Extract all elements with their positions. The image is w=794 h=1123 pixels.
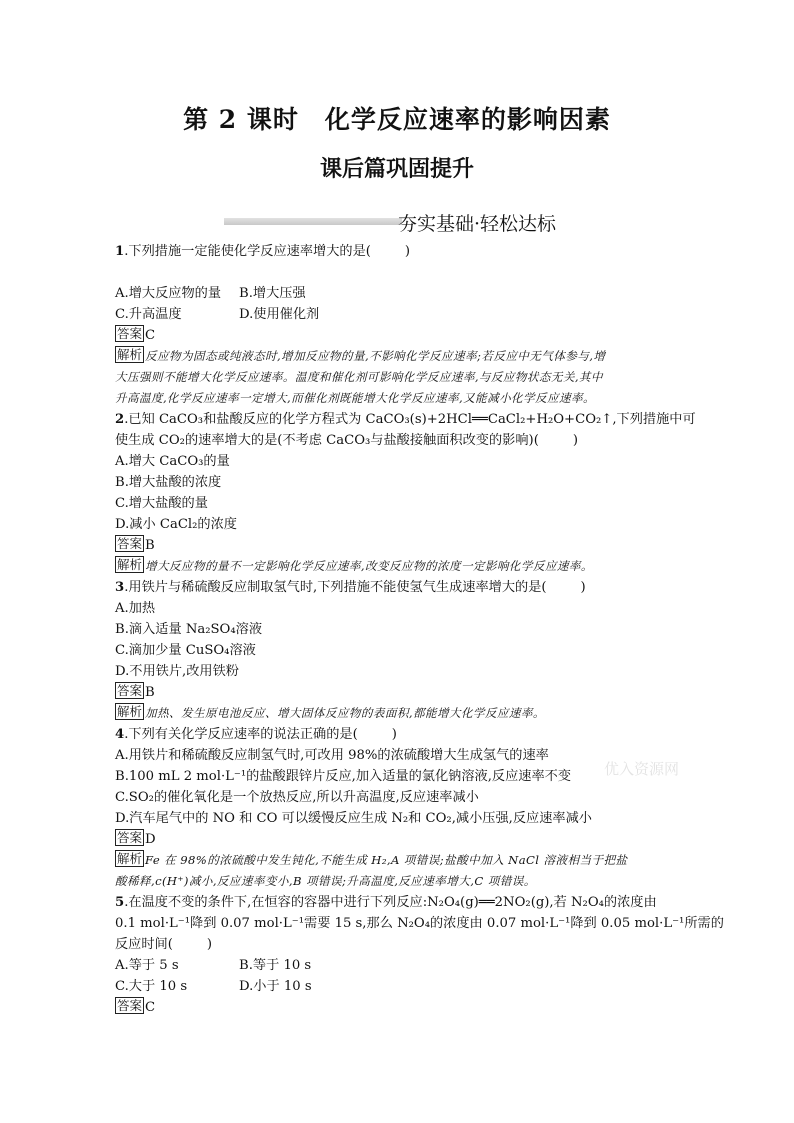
answer-value: C: [145, 328, 156, 343]
option-row: [115, 955, 685, 976]
question-stem: 2.已知 CaCO₃和盐酸反应的化学方程式为 CaCO₃(s)+2HCl══CaCl₂+H₂O+CO₂↑,下列措施中可: [115, 412, 696, 427]
answer-tag: 答案: [117, 536, 143, 551]
analysis-tag: 解析: [117, 851, 143, 866]
answer-tag: 答案: [117, 683, 143, 698]
option-b: B.滴入适量 Na₂SO₄溶液: [115, 622, 263, 637]
option-row: [115, 976, 685, 997]
option-d: D.使用催化剂: [239, 307, 320, 322]
question-4: [115, 724, 685, 892]
option-b: B.等于 10 s: [239, 958, 312, 973]
analysis-line: 解析 反应物为固态或纯液态时,增加反应物的量,不影响化学反应速率;若反应中无气体参与,增: [117, 347, 606, 363]
answer-value: C: [145, 1000, 156, 1015]
option-row: [115, 304, 685, 325]
answer-tag: 答案: [117, 998, 143, 1013]
watermark: 优入资源网: [604, 760, 680, 778]
option-d: D.减小 CaCl₂的浓度: [115, 517, 237, 532]
answer-line: [115, 535, 685, 556]
question-3: [115, 577, 685, 724]
analysis-line: 酸稀释,c(H⁺)减小,反应速率变小,B 项错误;升高温度,反应速率增大,C 项错误。: [115, 874, 536, 888]
question-stem: 使生成 CO₂的速率增大的是(不考虑 CaCO₃与盐酸接触面积改变的影响)( ): [115, 433, 578, 448]
option-c: C.增大盐酸的量: [115, 496, 208, 511]
option-d: D.不用铁片,改用铁粉: [115, 664, 239, 679]
option-a: A.等于 5 s: [115, 958, 179, 973]
option-c: C.大于 10 s: [115, 979, 188, 994]
answer-tag: 答案: [117, 326, 143, 341]
option-d: D.汽车尾气中的 NO 和 CO 可以缓慢反应生成 N₂和 CO₂,减小压强,反应速率减小: [115, 811, 592, 826]
option-b: B.增大压强: [239, 286, 306, 301]
question-5: [115, 892, 724, 1018]
question-stem: 反应时间( ): [115, 937, 213, 952]
answer-value: B: [145, 685, 155, 700]
analysis-line: 解析 增大反应物的量不一定影响化学反应速率,改变反应物的浓度一定影响化学反应速率。: [117, 557, 593, 573]
analysis-tag: 解析: [117, 704, 143, 719]
answer-line: [115, 682, 685, 703]
answer-tag: 答案: [117, 830, 143, 845]
question-1: [115, 241, 685, 409]
question-stem: 1.下列措施一定能使化学反应速率增大的是( ): [115, 244, 411, 259]
option-c: C.滴加少量 CuSO₄溶液: [115, 643, 256, 658]
question-stem: 4.下列有关化学反应速率的说法正确的是( ): [115, 727, 397, 742]
section-bar: [224, 218, 402, 225]
lesson-subtitle: 课后篇巩固提升: [319, 156, 474, 182]
question-stem: 5.在温度不变的条件下,在恒容的容器中进行下列反应:N₂O₄(g)══2NO₂(g),若 N₂O₄的浓度由: [115, 895, 657, 910]
option-c: C.升高温度: [115, 307, 182, 322]
option-b: B.100 mL 2 mol·L⁻¹的盐酸跟锌片反应,加入适量的氯化钠溶液,反应速率不变: [115, 769, 572, 784]
analysis-line: 升高温度,化学反应速率一定增大,而催化剂既能增大化学反应速率,又能减小化学反应速率。: [115, 391, 596, 405]
question-2: [115, 409, 696, 577]
answer-value: D: [145, 832, 156, 847]
option-a: A.用铁片和稀硫酸反应制氢气时,可改用 98%的浓硫酸增大生成氢气的速率: [115, 748, 549, 763]
section-heading: [224, 209, 584, 237]
analysis-tag: 解析: [117, 557, 143, 572]
analysis-line: 大压强则不能增大化学反应速率。温度和催化剂可影响化学反应速率,与反应物状态无关,其中: [115, 370, 603, 384]
option-d: D.小于 10 s: [239, 979, 312, 994]
analysis-line: 解析 Fe 在 98%的浓硫酸中发生钝化,不能生成 H₂,A 项错误;盐酸中加入 NaCl 溶液相当于把盐: [117, 851, 628, 867]
answer-value: B: [145, 538, 155, 553]
analysis-tag: 解析: [117, 347, 143, 362]
analysis-line: 解析 加热、发生原电池反应、增大固体反应物的表面积,都能增大化学反应速率。: [117, 704, 545, 720]
question-list: [115, 241, 724, 1018]
answer-line: [115, 829, 685, 850]
option-a: A.增大反应物的量: [115, 286, 222, 301]
question-stem: 0.1 mol·L⁻¹降到 0.07 mol·L⁻¹需要 15 s,那么 N₂O₄的浓度由 0.07 mol·L⁻¹降到 0.05 mol·L⁻¹所需的: [115, 916, 724, 931]
option-c: C.SO₂的催化氧化是一个放热反应,所以升高温度,反应速率减小: [115, 790, 479, 805]
question-stem: 3.用铁片与稀硫酸反应制取氢气时,下列措施不能使氢气生成速率增大的是( ): [115, 580, 586, 595]
section-label: 夯实基础·轻松达标: [398, 213, 557, 235]
answer-line: [115, 997, 685, 1018]
option-b: B.增大盐酸的浓度: [115, 475, 222, 490]
option-a: A.增大 CaCO₃的量: [115, 454, 230, 469]
option-a: A.加热: [115, 601, 156, 616]
lesson-title: 第 2 课时 化学反应速率的影响因素: [183, 105, 611, 134]
answer-line: [115, 325, 685, 346]
option-row: [115, 283, 685, 304]
